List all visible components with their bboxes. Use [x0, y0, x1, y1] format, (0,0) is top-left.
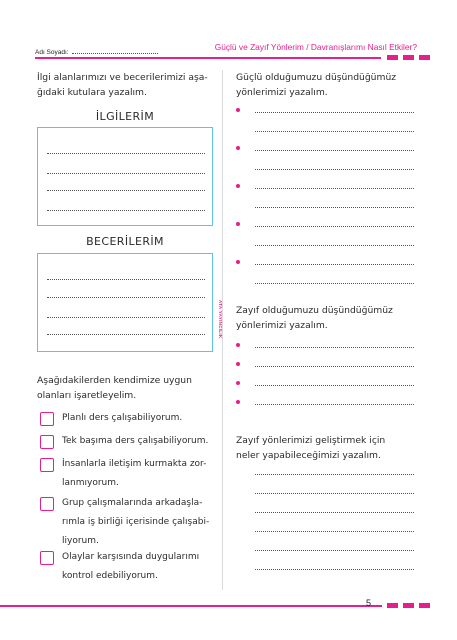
answer-line[interactable] — [255, 131, 414, 132]
answer-line[interactable] — [255, 569, 414, 570]
answer-line[interactable] — [47, 153, 205, 154]
answer-line[interactable] — [255, 188, 414, 189]
answer-line[interactable] — [255, 112, 414, 113]
answer-line[interactable] — [255, 474, 414, 475]
interests-box[interactable] — [37, 127, 213, 226]
answer-line[interactable] — [47, 210, 205, 211]
answer-line[interactable] — [47, 297, 205, 298]
footer-square — [387, 603, 398, 608]
publisher-label: ATA YAYINCILIK — [218, 300, 223, 339]
answer-line[interactable] — [255, 385, 414, 386]
bullet — [236, 381, 240, 385]
header-square — [403, 55, 414, 60]
answer-line[interactable] — [47, 279, 205, 280]
answer-line[interactable] — [47, 173, 205, 174]
name-label: Adı Soyadı: — [35, 48, 158, 56]
answer-line[interactable] — [255, 366, 414, 367]
footer-square — [403, 603, 414, 608]
strengths-instruction: Güçlü olduğumuzu düşündüğümüz yönlerimizi yazalım. — [236, 72, 397, 98]
bullet — [236, 146, 240, 150]
answer-line[interactable] — [255, 347, 414, 348]
checklist-item-label: Tek başıma ders çalışabiliyorum. — [62, 436, 209, 446]
bullet — [236, 260, 240, 264]
checkbox-plan-study[interactable] — [40, 412, 54, 426]
name-field[interactable] — [72, 48, 158, 54]
answer-line[interactable] — [255, 264, 414, 265]
interests-title: İLGİLERİM — [95, 110, 155, 123]
checklist-item-label: Grup çalışmalarında arkadaşla- rımla iş birliği içerisinde çalışabi- liyorum. — [62, 498, 210, 546]
answer-line[interactable] — [47, 334, 205, 335]
checkbox-study-alone[interactable] — [40, 435, 54, 449]
footer-square — [419, 603, 430, 608]
improvement-instruction: Zayıf yönlerimizi geliştirmek için neler yapabileceğimizi yazalım. — [236, 435, 386, 461]
checklist-item-label: Olaylar karşısında duygularımı kontrol edebiliyorum. — [62, 552, 200, 581]
answer-line[interactable] — [255, 245, 414, 246]
bullet — [236, 343, 240, 347]
header-square — [419, 55, 430, 60]
answer-line[interactable] — [47, 190, 205, 191]
header-rule — [35, 57, 381, 59]
answer-line[interactable] — [255, 150, 414, 151]
checklist-item-label: İnsanlarla iletişim kurmakta zor- lanmıyorum. — [62, 459, 207, 488]
page-number: 5 — [366, 598, 372, 608]
bullet — [236, 184, 240, 188]
answer-line[interactable] — [255, 207, 414, 208]
checkbox-communication[interactable] — [40, 458, 54, 472]
checklist-item-label: Planlı ders çalışabiliyorum. — [62, 413, 183, 423]
header-square — [387, 55, 398, 60]
checkbox-group-work[interactable] — [40, 497, 54, 511]
answer-line[interactable] — [255, 169, 414, 170]
answer-line[interactable] — [255, 226, 414, 227]
answer-line[interactable] — [47, 317, 205, 318]
answer-line[interactable] — [255, 283, 414, 284]
page-title: Güçlü ve Zayıf Yönlerim / Davranışlarımı Nasıl Etkiler? — [214, 42, 417, 52]
weaknesses-instruction: Zayıf olduğumuzu düşündüğümüz yönlerimizi yazalım. — [236, 305, 393, 331]
bullet — [236, 362, 240, 366]
bullet — [236, 108, 240, 112]
skills-title: BECERİLERİM — [86, 235, 164, 248]
footer-rule — [0, 605, 382, 607]
answer-line[interactable] — [255, 531, 414, 532]
answer-line[interactable] — [255, 550, 414, 551]
bullet — [236, 400, 240, 404]
answer-line[interactable] — [255, 512, 414, 513]
skills-box[interactable] — [37, 253, 213, 352]
checklist-instruction: Aşağıdakilerden kendimize uygun olanları işaretleyelim. — [37, 375, 192, 401]
answer-line[interactable] — [255, 493, 414, 494]
bullet — [236, 222, 240, 226]
interests-skills-instruction: İlgi alanlarımızı ve becerilerimizi aşa- ğıdaki kutulara yazalım. — [37, 72, 208, 98]
answer-line[interactable] — [255, 404, 414, 405]
checkbox-emotion-control[interactable] — [40, 551, 54, 565]
